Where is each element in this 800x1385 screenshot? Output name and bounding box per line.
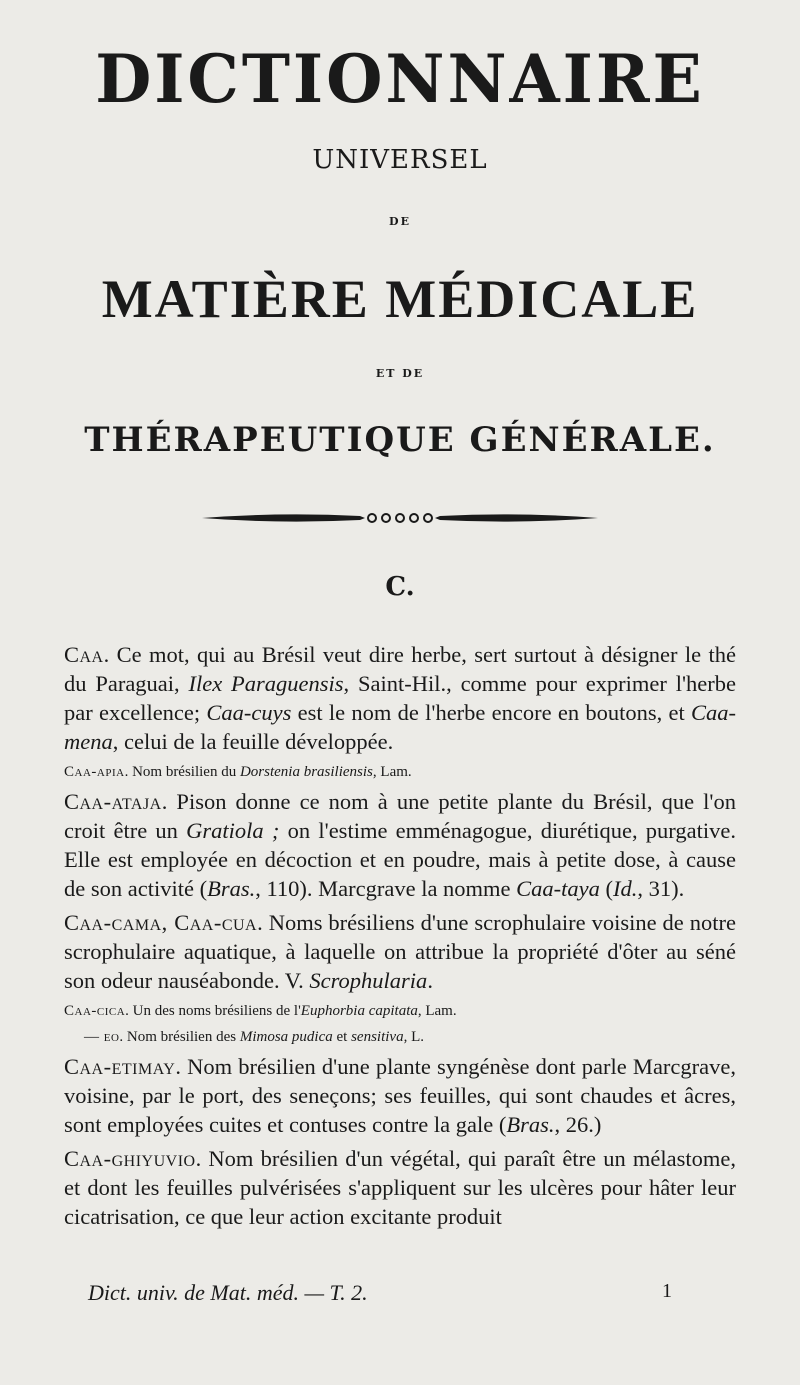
- entry-caa-etimay: [64, 1052, 736, 1139]
- entry-headword: Caa-etimay: [64, 1054, 176, 1079]
- entry-text: , celui de la feuille développée.: [112, 729, 394, 754]
- entry-text: est le nom de l'herbe encore en boutons, et: [291, 700, 691, 725]
- entry-text: , Saint-Hil., comme pour exprimer l'herbe par excellence;: [64, 671, 736, 725]
- entry-text: . Nom brésilien du: [124, 764, 240, 780]
- entry-text: . Nom brésilien des: [119, 1029, 240, 1045]
- entry-text: . Noms brésiliens d'une scrophulaire voisine de notre scrophulaire aquatique, à laquelle on attribue la propriété d'ôter au séné son odeur nauséabonde. V.: [64, 910, 736, 993]
- entry-italic: Caa-taya: [516, 876, 600, 901]
- entry-italic: Scrophularia: [309, 968, 428, 993]
- title-de: DE: [389, 215, 411, 228]
- entry-italic: Ilex Paraguensis: [188, 671, 344, 696]
- entry-text: . Nom brésilien d'une plante syngénèse dont parle Marcgrave, voisine, par le port, des seneçons; ses feuilles, qui sont chaudes et âcres, sont employées cuites et contuses contre la gale (: [64, 1054, 736, 1137]
- entry-headword: Caa-apia: [64, 764, 125, 780]
- page-title: DICTIONNAIRE: [95, 40, 705, 118]
- entry-text: . Un des noms brésiliens de l': [125, 1003, 301, 1019]
- entry-text: , L.: [403, 1029, 424, 1045]
- entry-text: , Lam.: [417, 1003, 457, 1019]
- entry-text: , 26.): [554, 1112, 602, 1137]
- title-therapeutique: THÉRAPEUTIQUE GÉNÉRALE.: [84, 420, 716, 460]
- ornament-divider-icon: [200, 504, 600, 532]
- section-letter: C.: [385, 572, 415, 602]
- entry-text: on l'estime emménagogue, diurétique, purgative. Elle est employée en décoction et en poudre, mais à petite dose, à cause de son activité (: [64, 818, 736, 901]
- entry-italic: Mimosa pudica: [239, 1029, 333, 1045]
- entry-italic: Caa-mena: [64, 700, 736, 754]
- title-et-de: ET DE: [375, 367, 425, 380]
- entry-caa-eo: [64, 1026, 736, 1048]
- entry-headword: Caa-cama, Caa-cua: [64, 910, 258, 935]
- entry-headword: Caa-ghiyuvio: [64, 1146, 196, 1171]
- entry-headword: Caa-cica: [64, 1003, 126, 1019]
- entry-headword: Caa-ataja: [64, 789, 162, 814]
- dictionary-body: [64, 640, 736, 1236]
- entry-caa-cica: [64, 1000, 736, 1022]
- entry-caa-ghiyuvio: [64, 1144, 736, 1231]
- entry-text: , Lam.: [372, 764, 412, 780]
- entry-text: , 110). Marcgrave la nomme: [255, 876, 517, 901]
- entry-italic: Euphorbia capitata: [300, 1003, 418, 1019]
- entry-italic: sensitiva: [351, 1029, 404, 1045]
- entry-italic: Bras.: [506, 1112, 555, 1137]
- entry-headword: Caa: [64, 642, 104, 667]
- entry-italic: Bras.: [207, 876, 256, 901]
- entry-caa-apia: [64, 761, 736, 783]
- entry-caa: [64, 640, 736, 756]
- entry-headword: — eo: [84, 1029, 120, 1045]
- entry-italic: Caa-cuys: [206, 700, 292, 725]
- footer-signature: Dict. univ. de Mat. méd. — T. 2.: [88, 1280, 368, 1305]
- entry-text: . Pison donne ce nom à une petite plante du Brésil, que l'on croit être un: [64, 789, 736, 843]
- entry-text: .: [427, 968, 433, 993]
- title-matiere-medicale: MATIÈRE MÉDICALE: [101, 269, 699, 329]
- entry-italic: Gratiola ;: [186, 818, 280, 843]
- entry-text: . Nom brésilien d'un végétal, qui paraît être un mélastome, et dont les feuilles pulvérisées s'appliquent sur les ulcères pour hâter leur cicatrisation, ce que leur action excitante produit: [64, 1146, 736, 1229]
- title-universel: UNIVERSEL: [312, 145, 488, 175]
- entry-text: et: [332, 1029, 352, 1045]
- entry-italic: Dorstenia brasiliensis: [239, 764, 373, 780]
- entry-text: (: [599, 876, 614, 901]
- page-number: 1: [662, 1280, 672, 1302]
- entry-text: . Ce mot, qui au Brésil veut dire herbe, sert surtout à désigner le thé du Paraguai,: [64, 642, 736, 696]
- entry-caa-ataja: [64, 787, 736, 903]
- entry-caa-cama: [64, 908, 736, 995]
- entry-italic: Id.: [613, 876, 638, 901]
- entry-text: , 31).: [637, 876, 685, 901]
